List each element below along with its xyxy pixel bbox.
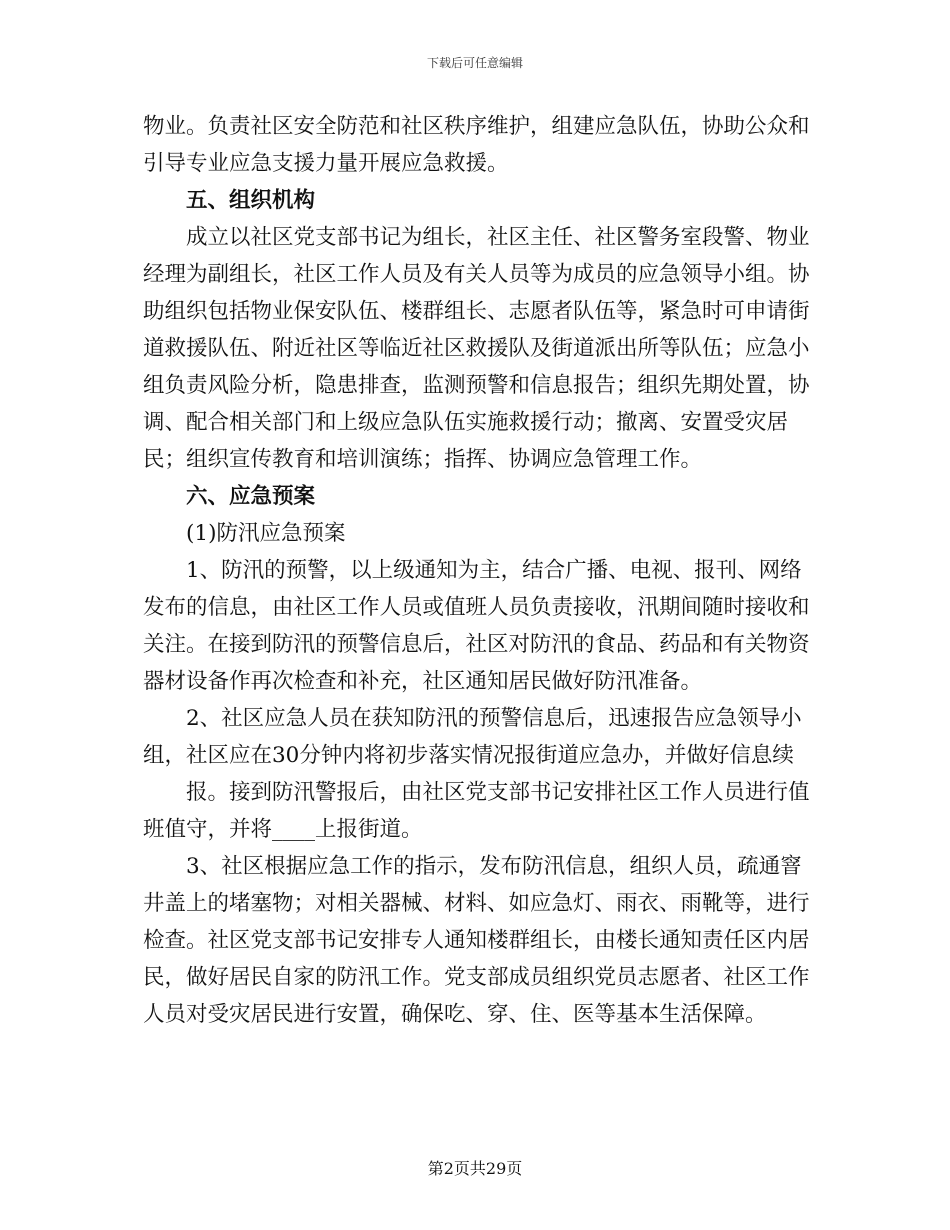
paragraph: 成立以社区党支部书记为组长，社区主任、社区警务室段警、物业经理为副组长，社区工作人员及有关人员等为成员的应急领导小组。协助组织包括物业保安队伍、楼群组长、志愿者队伍等，紧急时可申请街道救援队伍、附近社区等临近社区救援队及街道派出所等队伍；应急小组负责风险分析，隐患排查，监测预警和信息报告；组织先期处置，协调、配合相关部门和上级应急队伍实施救援行动；撤离、安置受灾居民；组织宣传教育和培训演练；指挥、协调应急管理工作。 — [143, 225, 810, 472]
section-heading: 五、组织机构 — [186, 188, 316, 213]
paragraph: 1、防汛的预警，以上级通知为主，结合广播、电视、报刊、网络发布的信息，由社区工作人员或值班人员负责接收，汛期间随时接收和关注。在接到防汛的预警信息后，社区对防汛的食品、药品和有关物资器材设备作再次检查和补充，社区通知居民做好防汛准备。 — [143, 558, 810, 694]
section-heading: 六、应急预案 — [186, 484, 316, 509]
page-number: 第2页共29页 — [427, 1159, 523, 1178]
document-body — [143, 108, 811, 1033]
paragraph: 物业。负责社区安全防范和社区秩序维护，组建应急队伍，协助公众和引导专业应急支援力量开展应急救援。 — [143, 114, 810, 176]
page-header: 下载后可任意编辑 — [426, 56, 523, 70]
paragraph: 报。接到防汛警报后，由社区党支部书记安排社区工作人员进行值班值守，并将____上报街道。 — [143, 780, 810, 842]
paragraph: 3、社区根据应急工作的指示，发布防汛信息，组织人员，疏通窨井盖上的堵塞物；对相关器械、材料、如应急灯、雨衣、雨靴等，进行检查。社区党支部书记安排专人通知楼群组长，由楼长通知责任区内居民，做好居民自家的防汛工作。党支部成员组织党员志愿者、社区工作人员对受灾居民进行安置，确保吃、穿、住、医等基本生活保障。 — [143, 854, 810, 1027]
paragraph: 2、社区应急人员在获知防汛的预警信息后，迅速报告应急领导小组，社区应在30分钟内将初步落实情况报街道应急办，并做好信息续 — [143, 706, 802, 768]
subsection-heading: (1)防汛应急预案 — [186, 521, 346, 546]
